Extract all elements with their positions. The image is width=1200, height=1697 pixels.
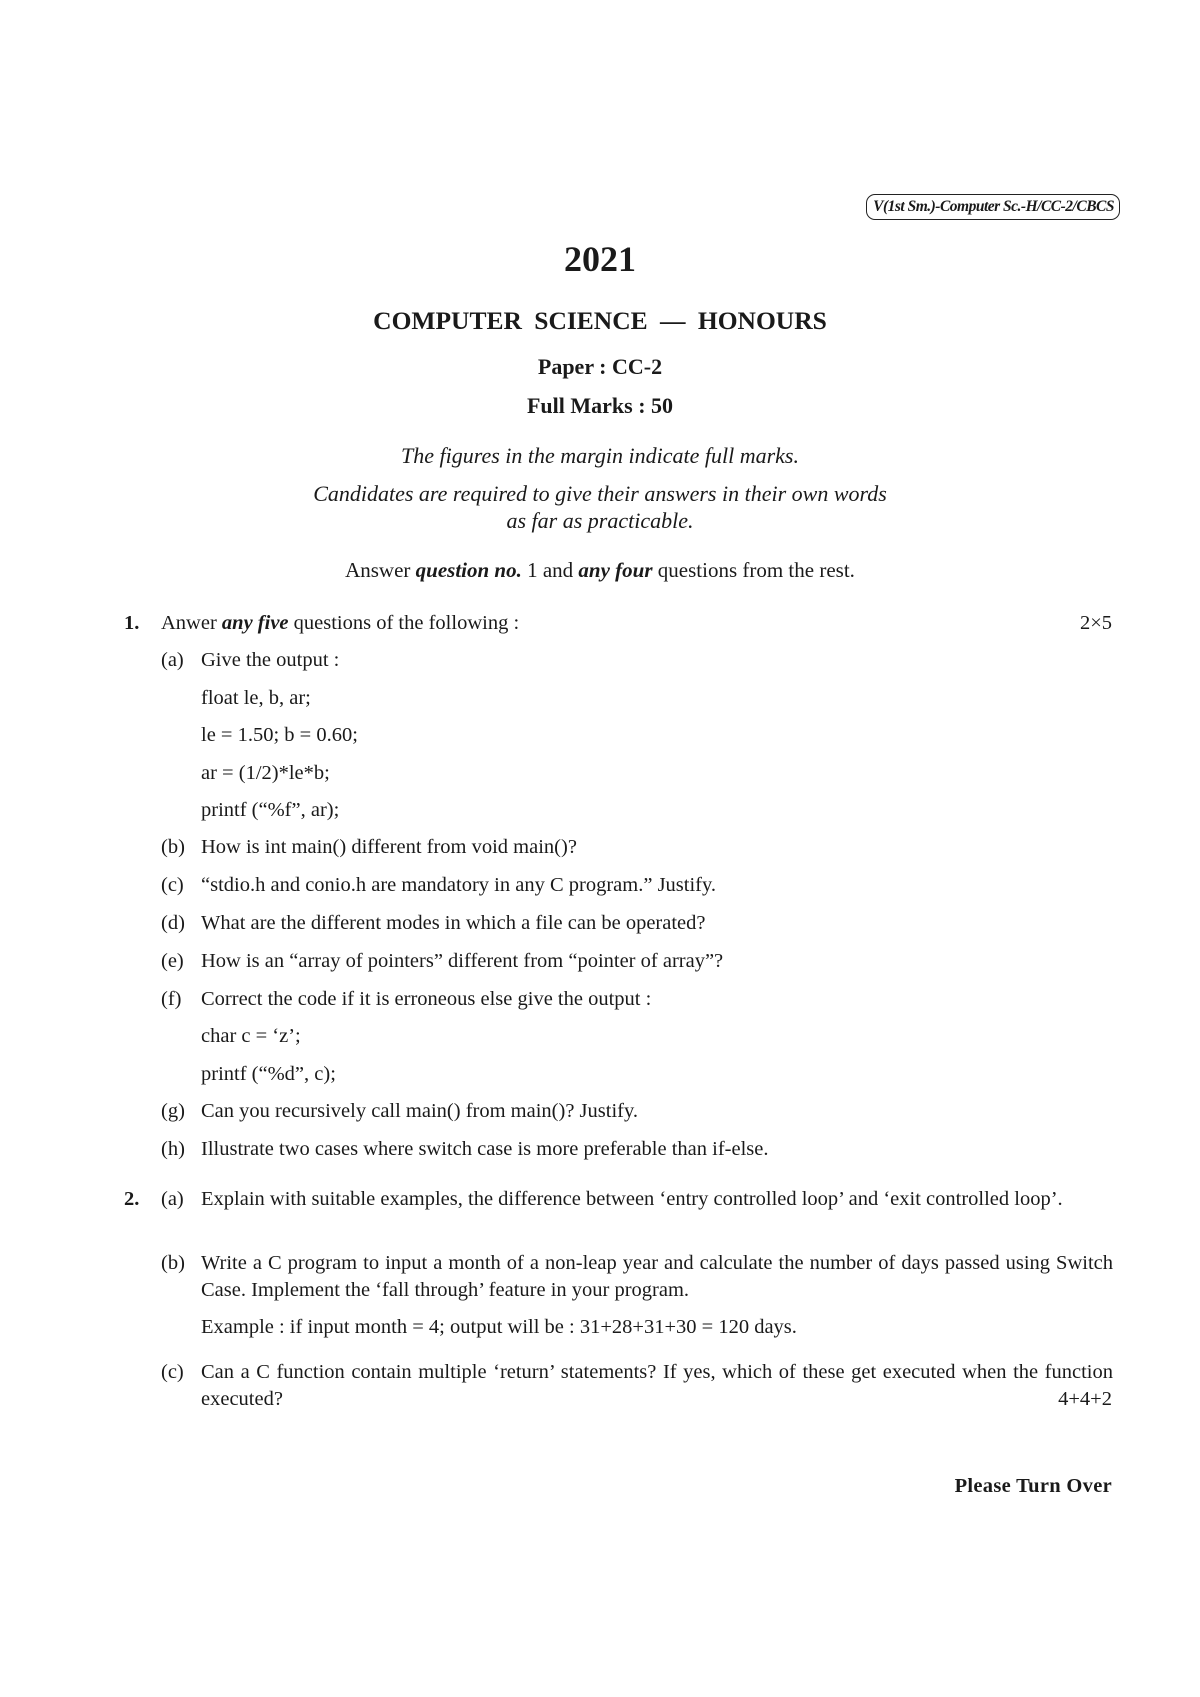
q2-a-text: Explain with suitable examples, the difference between ‘entry controlled loop’ and ‘exit controlled loop’. <box>201 1188 1063 1210</box>
q1-g-text: Can you recursively call main() from main()? Justify. <box>201 1100 639 1122</box>
q2-a-label: (a) <box>161 1188 184 1210</box>
answer-instruction <box>0 558 1200 583</box>
instruction-own-words: Candidates are required to give their answers in their own words <box>313 481 887 506</box>
please-turn-over: Please Turn Over <box>954 1475 1112 1497</box>
q1-a-label: (a) <box>161 649 184 671</box>
q1-f-code-line: char c = ‘z’; <box>201 1025 301 1047</box>
q1-h-text: Illustrate two cases where switch case is more preferable than if-else. <box>201 1138 769 1160</box>
q1-intro-suffix: questions of the following : <box>288 612 520 634</box>
question-2-number: 2. <box>124 1188 140 1210</box>
answer-bold-any-four: any four <box>578 558 653 582</box>
q1-intro-bold: any five <box>221 612 289 634</box>
instruction-practicable: as far as practicable. <box>506 508 694 533</box>
q2-c-label: (c) <box>161 1361 184 1383</box>
answer-num: 1 and <box>521 558 579 582</box>
q1-a-code-line: printf (“%f”, ar); <box>201 799 340 821</box>
full-marks: Full Marks : 50 <box>526 393 674 418</box>
question-2-marks: 4+4+2 <box>1058 1388 1112 1410</box>
q1-e-text: How is an “array of pointers” different from “pointer of array”? <box>201 950 724 972</box>
q1-a-code-line: float le, b, ar; <box>201 687 311 709</box>
q2-b-text: Write a C program to input a month of a non-leap year and calculate the number of days passed using Switch Case. Implement the ‘fall through’ feature in your program. <box>201 1252 1113 1301</box>
question-1-number: 1. <box>124 612 140 634</box>
q1-b-text: How is int main() different from void main()? <box>201 836 577 858</box>
q1-c-text: “stdio.h and conio.h are mandatory in any C program.” Justify. <box>201 874 717 896</box>
exam-year: 2021 <box>564 239 636 279</box>
q1-f-label: (f) <box>161 988 182 1010</box>
question-1-marks: 2×5 <box>1079 612 1112 634</box>
instruction-figures: The figures in the margin indicate full marks. <box>400 443 799 468</box>
answer-prefix: Answer <box>345 558 411 582</box>
q1-a-code-line: ar = (1/2)*le*b; <box>201 762 330 784</box>
q1-c-label: (c) <box>161 874 184 896</box>
q1-f-text: Correct the code if it is erroneous else give the output : <box>201 988 652 1010</box>
question-1-intro <box>161 610 519 637</box>
q2-c-text: Can a C function contain multiple ‘return’ statements? If yes, which of these get executed when the function executed? <box>201 1361 1113 1410</box>
q1-f-code-line: printf (“%d”, c); <box>201 1063 336 1085</box>
q1-a-text: Give the output : <box>201 649 340 671</box>
paper-label: Paper : CC-2 <box>537 354 663 379</box>
q1-g-label: (g) <box>161 1100 185 1122</box>
q1-d-label: (d) <box>161 912 185 934</box>
q1-e-label: (e) <box>161 950 184 972</box>
subject-title: COMPUTER SCIENCE — HONOURS <box>373 306 827 335</box>
q2-b-example: Example : if input month = 4; output will be : 31+28+31+30 = 120 days. <box>201 1316 797 1338</box>
q1-b-label: (b) <box>161 836 185 858</box>
q1-d-text: What are the different modes in which a file can be operated? <box>201 912 706 934</box>
paper-code-badge: V(1st Sm.)-Computer Sc.-H/CC-2/CBCS <box>866 194 1120 220</box>
q2-b-label: (b) <box>161 1252 185 1274</box>
q1-intro-prefix: Anwer <box>161 612 222 634</box>
q1-h-label: (h) <box>161 1138 185 1160</box>
q1-a-code-line: le = 1.50; b = 0.60; <box>201 724 358 746</box>
answer-suffix: questions from the rest. <box>652 558 855 582</box>
answer-bold-question: question no. <box>415 558 522 582</box>
